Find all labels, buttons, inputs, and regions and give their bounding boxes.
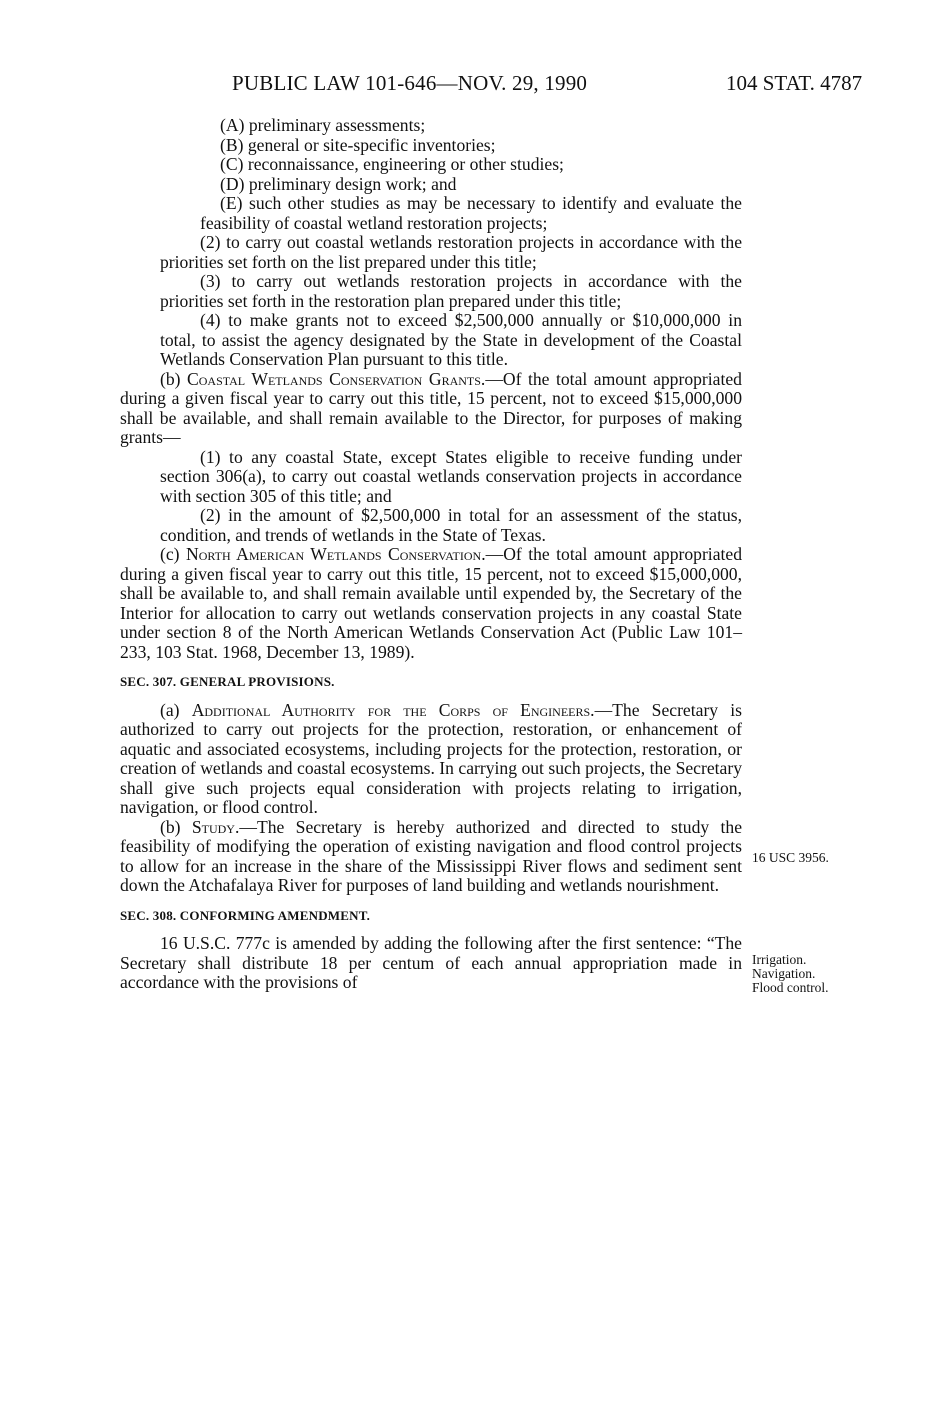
section-307-a [120, 701, 742, 818]
section-308-text: 16 U.S.C. 777c is amended by adding the following after the first sentence: “The Secretary shall distribute 18 per centum of each annual appropriation made in accordance with the provisions of [120, 933, 742, 992]
subsection-text: —The Secretary is hereby authorized and directed to study the feasibility of modifying the operation of existing navigation and flood control projects to allow for an increase in the share of the Mississippi River flows and sediment sent down the Atchafalaya River for purposes of land building and wetlands nourishment. [120, 816, 742, 895]
statute-page-reference: 104 STAT. 4787 [726, 71, 863, 95]
subsection-heading: Additional Authority for the Corps of Engineers. [191, 699, 595, 720]
margin-note-irrigation: Irrigation. [752, 952, 807, 967]
subsection-heading: Study. [191, 816, 240, 837]
list-item: (1) to any coastal State, except States eligible to receive funding under section 306(a), to carry out coastal wetlands conservation projects in accordance with section 305 of this title; and [160, 446, 742, 506]
subsection-label: (b) [160, 816, 181, 837]
running-header-title: PUBLIC LAW 101-646—NOV. 29, 1990 [232, 71, 588, 95]
subsection-text: —Of the total amount appropriated during a given fiscal year to carry out this title, 15 percent, not to exceed $15,000,000 shall be available, and shall remain available to the Director, for purposes of making grants— [120, 368, 742, 447]
margin-note-navigation: Navigation. [752, 966, 816, 981]
list-item: (A) preliminary assessments; [220, 115, 426, 135]
margin-note-flood-control: Flood control. [752, 980, 829, 995]
list-item: (C) reconnaissance, engineering or other studies; [220, 154, 564, 174]
subsection-heading: North American Wetlands Conservation. [185, 544, 486, 564]
subsection-label: (a) [160, 699, 180, 720]
subsection-text: —Of the total amount appropriated during a given fiscal year to carry out this title, 15 percent, not to exceed $15,000,000, shall be available to, and shall remain available until expended by, the Secretary of the Interior for allocation to carry out wetlands conservation projects in any coastal State under section 8 of the North American Wetlands Conservation Act (Public Law 101–233, 103 Stat. 1968, December 13, 1989). [120, 544, 742, 662]
list-item: (D) preliminary design work; and [220, 173, 457, 194]
section-307-heading: SEC. 307. GENERAL PROVISIONS. [120, 674, 335, 689]
list-item: (E) such other studies as may be necessary to identify and evaluate the feasibility of coastal wetland restoration projects; [200, 193, 742, 233]
subsection-label: (c) [160, 544, 180, 564]
margin-note-usc: 16 USC 3956. [752, 850, 829, 865]
section-308-heading: SEC. 308. CONFORMING AMENDMENT. [120, 907, 371, 923]
section-307-b [120, 818, 742, 896]
list-item: (4) to make grants not to exceed $2,500,000 annually or $10,000,000 in total, to assist the agency designated by the State in development of the Coastal Wetlands Conservation Plan pursuant to this title. [160, 310, 742, 369]
subsection-label: (b) [160, 368, 181, 389]
subsection-c [120, 545, 742, 662]
subsection-heading: Coastal Wetlands Conservation Grants. [187, 368, 486, 389]
subsection-b [120, 370, 742, 448]
list-item: (2) in the amount of $2,500,000 in total for an assessment of the status, condition, and trends of wetlands in the State of Texas. [160, 505, 742, 545]
list-item: (2) to carry out coastal wetlands restoration projects in accordance with the priorities set forth on the list prepared under this title; [160, 232, 742, 272]
law-body-text [120, 116, 742, 993]
subsection-text: —The Secretary is authorized to carry out projects for the protection, restoration, or enhancement of aquatic and associated ecosystems, including projects for the protection, restoration, or creation of wetlands and coastal ecosystems. In carrying out such projects, the Secretary shall give such projects equal consideration with projects relating to irrigation, navigation, or flood control. [120, 699, 742, 817]
list-item: (B) general or site-specific inventories; [220, 134, 496, 155]
list-item: (3) to carry out wetlands restoration projects in accordance with the priorities set forth in the restoration plan prepared under this title; [160, 271, 742, 311]
